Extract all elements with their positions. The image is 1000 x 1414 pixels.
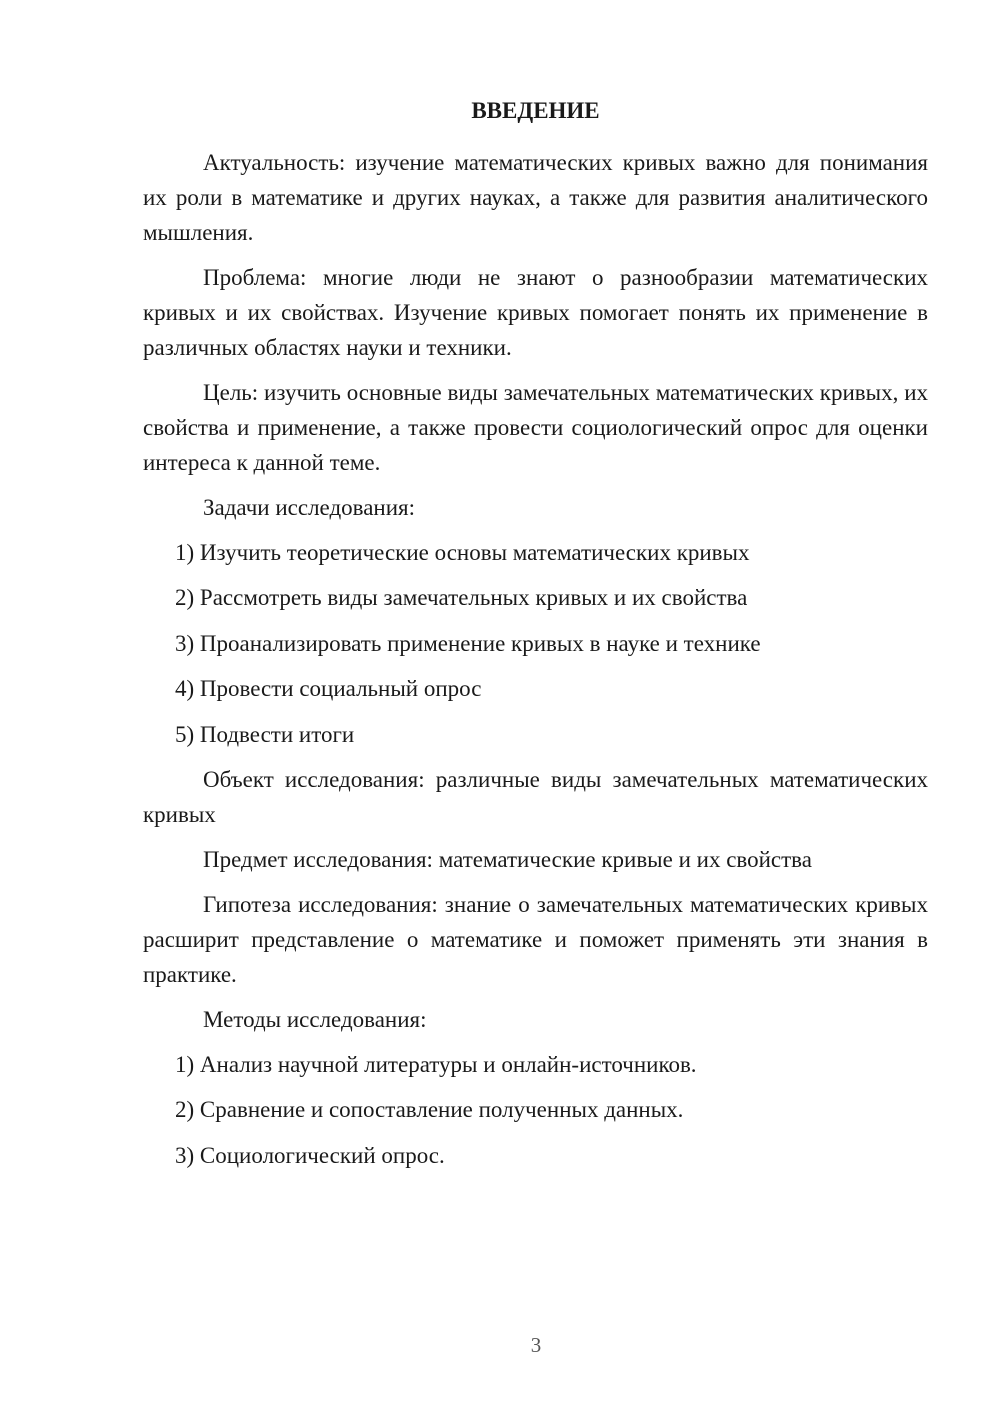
subject-paragraph: Предмет исследования: математические кривые и их свойства: [203, 846, 812, 872]
list-item: 3) Проанализировать применение кривых в науке и технике: [175, 630, 761, 656]
object-paragraph: Объект исследования: различные виды замечательных математических кривых: [143, 766, 928, 827]
document-body: [143, 93, 928, 1183]
page-title: ВВЕДЕНИЕ: [471, 98, 600, 123]
list-item: 1) Изучить теоретические основы математических кривых: [175, 540, 750, 565]
list-item: 2) Сравнение и сопоставление полученных данных.: [175, 1097, 684, 1123]
methods-list: [143, 1047, 928, 1173]
list-item: 3) Социологический опрос.: [175, 1142, 445, 1168]
hypothesis-paragraph: Гипотеза исследования: знание о замечательных математических кривых расширит представление о математике и поможет применять эти знания в практике.: [143, 891, 928, 987]
list-item: 4) Провести социальный опрос: [175, 676, 482, 702]
problem-paragraph: Проблема: многие люди не знают о разнообразии математических кривых и их свойствах. Изучение кривых помогает понять их применение в различных областях науки и техники.: [143, 265, 928, 360]
page-number: 3: [530, 1333, 542, 1357]
relevance-paragraph: Актуальность: изучение математических кривых важно для понимания их роли в математике и других науках, а также для развития аналитического мышления.: [143, 150, 928, 245]
list-item: 1) Анализ научной литературы и онлайн-источников.: [175, 1051, 697, 1077]
goal-paragraph: Цель: изучить основные виды замечательных математических кривых, их свойства и применение, а также провести социологический опрос для оценки интереса к данной теме.: [143, 380, 928, 475]
tasks-list: [143, 535, 928, 752]
list-item: 5) Подвести итоги: [175, 721, 355, 747]
tasks-heading: Задачи исследования:: [203, 495, 416, 520]
list-item: 2) Рассмотреть виды замечательных кривых и их свойства: [175, 585, 748, 611]
methods-heading: Методы исследования:: [203, 1006, 427, 1032]
